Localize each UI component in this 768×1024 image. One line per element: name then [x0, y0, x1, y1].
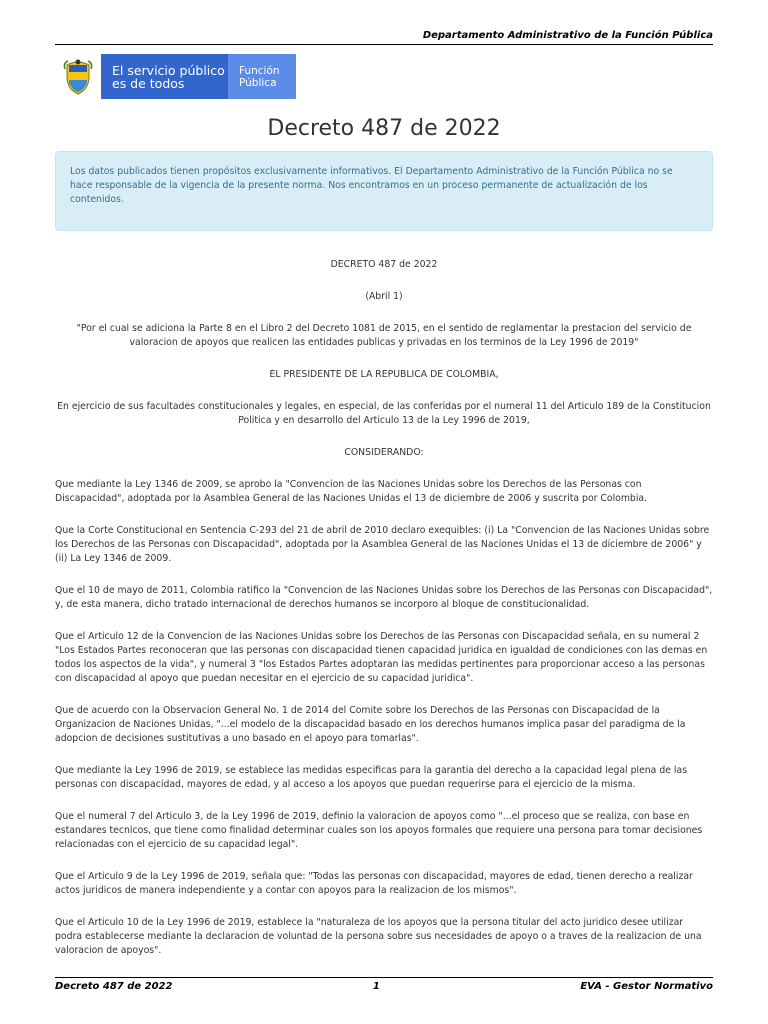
paragraph: Que el numeral 7 del Articulo 3, de la Ley 1996 de 2019, definio la valoracion de apoyos como "...el proceso que se realiza, con base en estandares tecnicos, que tiene como finalidad determinar cuales son los apoyos formales que requiere una persona para tomar decisiones relacionadas con el ejercicio de su capacidad legal".: [55, 811, 703, 850]
document-body: [55, 258, 713, 976]
paragraph: Que de acuerdo con la Observacion General No. 1 de 2014 del Comite sobre los Derechos de las Personas con Discapacidad de la Organizacion de Naciones Unidas, "...el modelo de la discapacidad basado en los derechos humanos implica pasar del paradigma de la adopcion de decisiones sustitutivas a uno basado en el apoyo para tomarlas".: [55, 705, 686, 744]
paragraph: Que el Articulo 10 de la Ley 1996 de 2019, establece la "naturaleza de los apoyos que la persona titular del acto juridico desee utilizar podra establecerse mediante la declaracion de voluntad de la persona sobre sus necesidades de apoyo o a traves de la realizacion de una valoracion de apoyos".: [55, 917, 702, 956]
decree-subject: "Por el cual se adiciona la Parte 8 en el Libro 2 del Decreto 1081 de 2015, en el sentido de reglamentar la prestacion del servicio de valoracion de apoyos que realicen las entidades publicas y privadas en los terminos de la Ley 1996 de 2019": [76, 323, 692, 348]
paragraph: Que el 10 de mayo de 2011, Colombia ratifico la "Convencion de las Naciones Unidas sobre los Derechos de las Personas con Discapacidad", y, de esta manera, dicho tratado internacional de derechos humanos se incorporo al bloque de constitucionalidad.: [55, 585, 713, 610]
president-line: EL PRESIDENTE DE LA REPUBLICA DE COLOMBIA,: [269, 369, 499, 380]
logo-side-text: [228, 54, 296, 99]
paragraph: Que la Corte Constitucional en Sentencia C-293 del 21 de abril de 2010 declaro exequibles: (i) La "Convencion de las Naciones Unidas sobre los Derechos de las Personas con Discapacidad", adoptada por la Asamblea General de las Naciones Unidas el 13 de diciembre de 2006" y (ii) La Ley 1346 de 2009.: [55, 525, 710, 564]
logo-line-1: El servicio público: [112, 62, 225, 78]
paragraph: Que mediante la Ley 1346 de 2009, se aprobo la "Convencion de las Naciones Unidas sobre los Derechos de las Personas con Discapacidad", adoptada por la Asamblea General de las Naciones Unidas el 13 de diciembre de 2006 y suscrita por Colombia.: [55, 479, 648, 504]
decree-number: DECRETO 487 de 2022: [330, 259, 438, 270]
page-header: [55, 30, 713, 45]
page-number: 1: [372, 981, 380, 992]
document-title: Decreto 487 de 2022: [267, 116, 501, 141]
logo-main-text: [101, 54, 228, 99]
footer-doc-title: Decreto 487 de 2022: [55, 981, 173, 992]
header-org: Departamento Administrativo de la Función Pública: [422, 30, 713, 41]
considering-heading: CONSIDERANDO:: [344, 447, 424, 458]
paragraph: Que mediante la Ley 1996 de 2019, se establece las medidas especificas para la garantia del derecho a la capacidad legal plena de las personas con discapacidad, mayores de edad, y al acceso a los apoyos que puedan requerirse para el ejercicio de la misma.: [55, 765, 688, 790]
paragraph: Que el Articulo 9 de la Ley 1996 de 2019, señala que: "Todas las personas con discapacidad, mayores de edad, tienen derecho a realizar actos juridicos de manera independiente y a contar con apoyos para la realizacion de los mismos".: [55, 871, 693, 896]
logo-side-1: Función: [239, 64, 280, 77]
footer-system: EVA - Gestor Normativo: [580, 981, 713, 992]
decree-date: (Abril 1): [365, 291, 403, 302]
gov-logo: [55, 54, 296, 99]
logo-side-2: Pública: [239, 76, 277, 89]
info-notice: Los datos publicados tienen propósitos exclusivamente informativos. El Departamento Administrativo de la Función Pública no se hace responsable de la vigencia de la presente norma. Nos encontramos en un proceso permanente de actualización de los contenidos.: [55, 151, 713, 231]
powers-clause: En ejercicio de sus facultades constitucionales y legales, en especial, de las conferidas por el numeral 11 del Articulo 189 de la Constitucion Politica y en desarrollo del Articulo 13 de la Ley 1996 de 2019,: [57, 401, 711, 426]
coat-of-arms-icon: [55, 54, 101, 99]
paragraph: Que el Articulo 12 de la Convencion de las Naciones Unidas sobre los Derechos de las Personas con Discapacidad señala, en su numeral 2 "Los Estados Partes reconoceran que las personas con discapacidad tienen capacidad juridica en igualdad de condiciones con las demas en todos los aspectos de la vida", y numeral 3 "los Estados Partes adoptaran las medidas pertinentes para proporcionar acceso a las personas con discapacidad al apoyo que puedan necesitar en el ejercicio de su capacidad juridica".: [55, 631, 708, 684]
logo-line-2: es de todos: [112, 75, 185, 91]
page-footer: [55, 977, 713, 992]
